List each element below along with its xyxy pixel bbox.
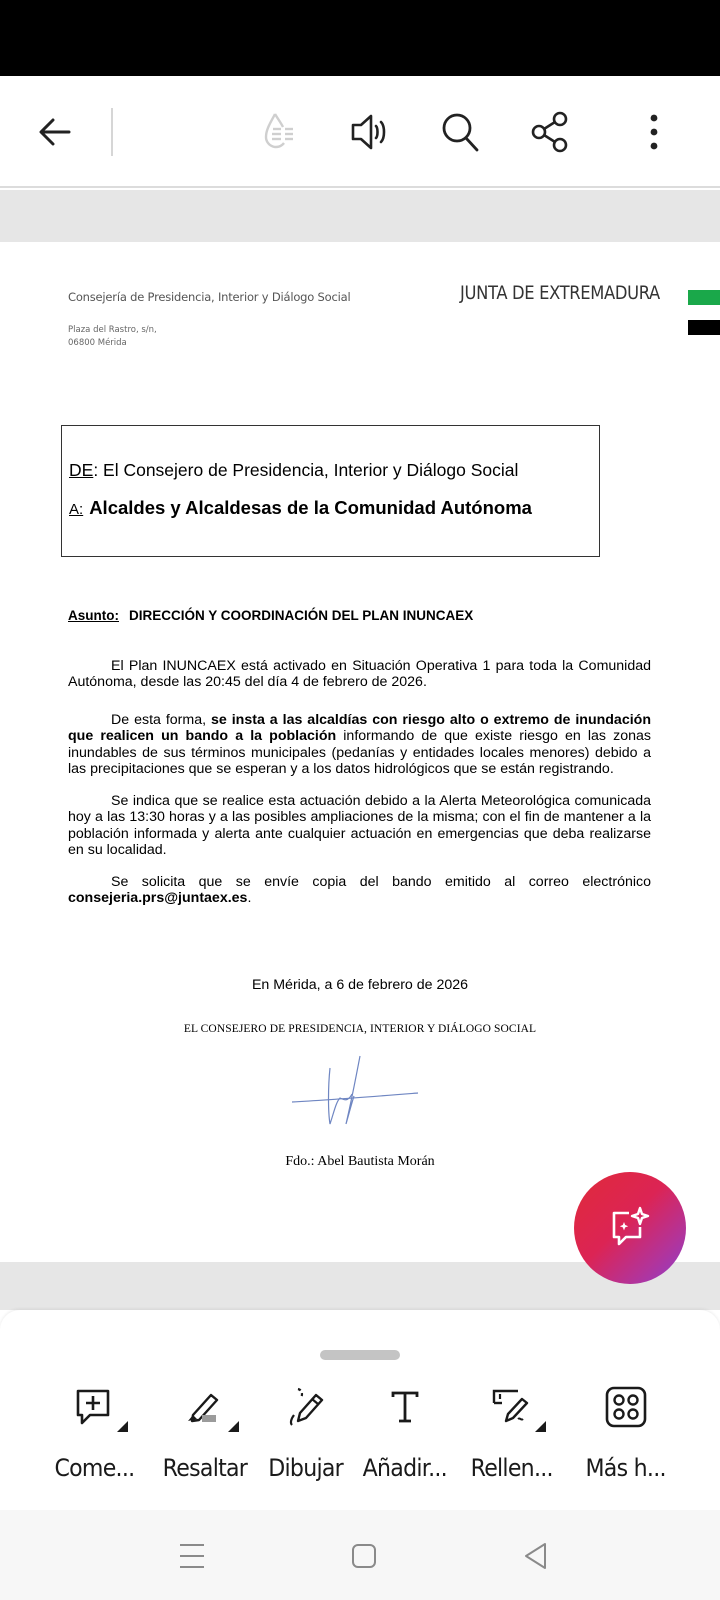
text-run: De esta forma, — [111, 712, 212, 728]
tool-add-text[interactable] — [350, 1382, 460, 1482]
sheet-drag-handle[interactable] — [320, 1350, 400, 1360]
paragraph-text: Se indica que se realice esta actuación debido a la Alerta Meteorológica comunicada hoy a las 13:30 horas y a las posibles ampliaciones de la misma; con el fin de mantener a la población informada y alerta ante cualquier actuación en emergencias que deba realizarse en su localidad. — [68, 793, 651, 858]
page-gap — [0, 190, 720, 242]
signer-name: Fdo.: Abel Bautista Morán — [285, 1154, 435, 1169]
liquid-mode-icon — [259, 109, 305, 155]
system-navigation-bar — [0, 1510, 720, 1600]
to-value: Alcaldes y Alcaldesas de la Comunidad Autónoma — [89, 497, 532, 518]
text-run: . — [247, 890, 252, 907]
flag-stripe-green — [688, 290, 720, 305]
text-run: informando de que existe riesgo en las zonas inundables de sus términos municipales (pedanías y entidades locales menores) debido a las precipitaciones que se esperan y a los datos hidrológicos que se están registrando. — [68, 728, 651, 777]
more-tools-grid-icon — [604, 1385, 648, 1429]
paragraph-text — [68, 712, 651, 777]
home-button[interactable] — [340, 1532, 388, 1580]
liquid-mode-button[interactable] — [254, 104, 310, 160]
dropdown-indicator — [535, 1421, 546, 1432]
tool-label: Come... — [54, 1454, 134, 1482]
tool-fill-sign[interactable] — [456, 1382, 568, 1482]
from-label: DE — [69, 460, 94, 480]
back-button[interactable] — [27, 104, 83, 160]
tool-label: Resaltar — [162, 1454, 248, 1482]
search-button[interactable] — [433, 104, 489, 160]
back-triangle-icon — [521, 1541, 551, 1571]
draw-pencil-icon — [284, 1385, 328, 1429]
dropdown-indicator — [117, 1421, 128, 1432]
letterhead-address — [68, 324, 157, 350]
tool-draw[interactable] — [256, 1382, 356, 1482]
paragraph — [68, 874, 651, 907]
paragraph — [68, 712, 651, 777]
signer-title: EL CONSEJERO DE PRESIDENCIA, INTERIOR Y DIÁLOGO SOCIAL — [183, 1023, 537, 1035]
read-aloud-button[interactable] — [342, 104, 398, 160]
tool-label: Rellen... — [470, 1454, 554, 1482]
tool-label: Añadir... — [362, 1454, 448, 1482]
to-label: A: — [69, 501, 84, 518]
to-line — [69, 497, 532, 519]
arrow-left-icon — [35, 112, 75, 152]
bold-text-run: se insta a las alcaldías con riesgo alto o extremo de inundación que realicen un bando a la población — [68, 712, 651, 745]
more-options-button[interactable] — [626, 104, 682, 160]
search-icon — [438, 109, 484, 155]
subject-value: DIRECCIÓN Y COORDINACIÓN DEL PLAN INUNCAEX — [129, 608, 474, 623]
share-icon — [528, 109, 574, 155]
tool-label: Más h... — [585, 1454, 667, 1482]
dropdown-indicator — [228, 1421, 239, 1432]
paragraph — [68, 793, 651, 858]
home-icon — [349, 1541, 379, 1571]
recents-button[interactable] — [168, 1532, 216, 1580]
email-address[interactable]: consejeria.prs@juntaex.es — [68, 890, 248, 907]
paragraph-text — [68, 874, 651, 907]
place-date: En Mérida, a 6 de febrero de 2026 — [251, 977, 469, 993]
add-text-icon — [383, 1385, 427, 1429]
flag-stripe-black — [688, 320, 720, 335]
handwritten-signature — [290, 1052, 430, 1134]
speaker-icon — [347, 109, 393, 155]
more-vertical-icon — [644, 109, 664, 155]
recents-icon — [177, 1541, 207, 1571]
address-line: 06800 Mérida — [68, 338, 127, 348]
from-line — [69, 460, 518, 481]
subject-line — [68, 608, 473, 623]
tool-comment[interactable] — [34, 1382, 154, 1482]
subject-label: Asunto: — [68, 608, 119, 623]
pdf-page[interactable] — [0, 242, 720, 1262]
comment-add-icon — [72, 1385, 116, 1429]
fill-sign-icon — [490, 1385, 534, 1429]
address-line: Plaza del Rastro, s/n, — [68, 325, 157, 335]
paragraph-text: El Plan INUNCAEX está activado en Situación Operativa 1 para toda la Comunidad Autónoma, desde las 20:45 del día 4 de febrero de 2026. — [68, 658, 651, 691]
junta-logo-text: JUNTA DE EXTREMADURA — [460, 282, 660, 304]
tools-bottom-sheet — [0, 1310, 720, 1510]
app-toolbar — [0, 76, 720, 188]
tool-more-tools[interactable] — [566, 1382, 686, 1482]
toolbar-divider — [111, 108, 113, 156]
recipient-box — [61, 425, 600, 557]
from-value: : El Consejero de Presidencia, Interior y Diálogo Social — [93, 460, 519, 480]
tool-label: Dibujar — [268, 1454, 344, 1482]
status-bar — [0, 0, 720, 76]
paragraph — [68, 658, 651, 691]
text-run: Se solicita que se envíe copia del bando emitido al correo electrónico — [111, 874, 651, 890]
highlighter-icon — [183, 1385, 227, 1429]
ai-chat-sparkle-icon — [607, 1205, 653, 1251]
share-button[interactable] — [523, 104, 579, 160]
tool-highlight[interactable] — [150, 1382, 260, 1482]
system-back-button[interactable] — [512, 1532, 560, 1580]
letterhead-department: Consejería de Presidencia, Interior y Diálogo Social — [68, 290, 351, 304]
ai-assistant-button[interactable] — [574, 1172, 686, 1284]
